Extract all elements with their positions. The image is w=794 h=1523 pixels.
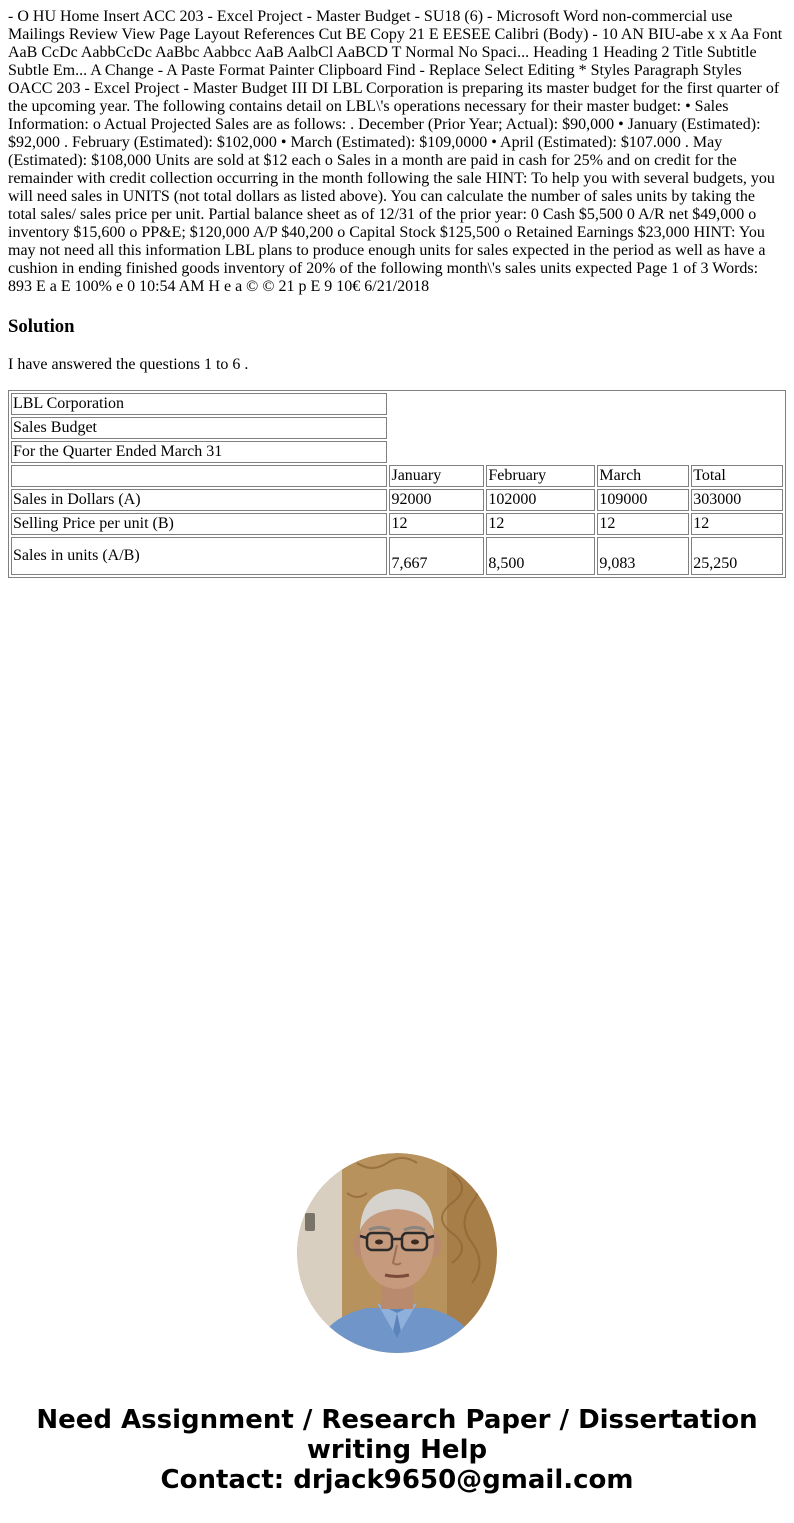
author-photo-icon bbox=[297, 1153, 497, 1353]
table-header-row bbox=[11, 465, 783, 487]
period-cell: For the Quarter Ended March 31 bbox=[11, 441, 387, 463]
table-row bbox=[11, 537, 783, 575]
table-cell: 7,667 bbox=[389, 537, 484, 575]
column-header-total: Total bbox=[691, 465, 783, 487]
table-cell: 303000 bbox=[691, 489, 783, 511]
table-row bbox=[11, 513, 783, 535]
row-label: Sales in Dollars (A) bbox=[11, 489, 387, 511]
table-cell: 109000 bbox=[597, 489, 689, 511]
table-row bbox=[11, 489, 783, 511]
question-text: - O HU Home Insert ACC 203 - Excel Project - Master Budget - SU18 (6) - Microsoft Word non-commercial use Mailings Review View Page Layout References Cut BE Copy 21 E EESEE Calibri (Body) - 10 AN BIU-abe x x Aa Font AaB CcDc AabbCcDc AaBbc Aabbcc AaB AalbCl AaBCD T Normal No Spaci... Heading 1 Heading 2 Title Subtitle Subtle Em... A Change - A Paste Format Painter Clipboard Find - Replace Select Editing * Styles Paragraph Styles OACC 203 - Excel Project - Master Budget III DI LBL Corporation is preparing its master budget for the first quarter of the upcoming year. The following contains detail on LBL\'s operations necessary for their master budget: • Sales Information: o Actual Projected Sales are as follows: . December (Prior Year; Actual): $90,000 • January (Estimated): $92,000 . February (Estimated): $102,000 • March (Estimated): $109,0000 • April (Estimated): $107.000 . May (Estimated): $108,000 Units are sold at $12 each o Sales in a month are paid in cash for 25% and on credit for the remainder with credit collection occurring in the month following the sale HINT: To help you with several budgets, you will need sales in UNITS (not total dollars as listed above). You can calculate the number of sales units by taking the total sales/ sales price per unit. Partial balance sheet as of 12/31 of the prior year: 0 Cash $5,500 0 A/R net $49,000 o inventory $15,600 o PP&E; $120,000 A/P $40,200 o Capital Stock $125,500 o Retained Earnings $23,000 HINT: You may not need all this information LBL plans to produce enough units for sales expected in the period as well as have a cushion in ending finished goods inventory of 20% of the following month\'s sales units expected Page 1 of 3 Words: 893 E a E 100% e 0 10:54 AM H e a © © 21 p E 9 10€ 6/21/2018 bbox=[8, 8, 783, 295]
sales-budget-table bbox=[8, 390, 786, 578]
table-cell: 12 bbox=[389, 513, 484, 535]
table-cell: 92000 bbox=[389, 489, 484, 511]
column-header-march: March bbox=[597, 465, 689, 487]
empty-header-area bbox=[389, 393, 783, 463]
budget-name-cell: Sales Budget bbox=[11, 417, 387, 439]
row-label: Sales in units (A/B) bbox=[11, 537, 387, 575]
table-cell: 12 bbox=[691, 513, 783, 535]
promo-line: writing Help bbox=[306, 1435, 488, 1465]
company-name-cell: LBL Corporation bbox=[11, 393, 387, 415]
table-cell: 102000 bbox=[486, 489, 595, 511]
column-header-january: January bbox=[389, 465, 484, 487]
promo-line: Need Assignment / Research Paper / Dissertation bbox=[36, 1405, 758, 1435]
empty-header-cell bbox=[11, 465, 387, 487]
avatar bbox=[297, 1153, 497, 1353]
table-cell: 12 bbox=[597, 513, 689, 535]
table-cell: 9,083 bbox=[597, 537, 689, 575]
page-content bbox=[8, 8, 786, 578]
contact-line: Contact: drjack9650@gmail.com bbox=[160, 1465, 634, 1495]
table-cell: 25,250 bbox=[691, 537, 783, 575]
table-cell: 8,500 bbox=[486, 537, 595, 575]
promo-text bbox=[0, 1405, 794, 1495]
table-row bbox=[11, 393, 783, 415]
row-label: Selling Price per unit (B) bbox=[11, 513, 387, 535]
answer-intro: I have answered the questions 1 to 6 . bbox=[8, 356, 249, 373]
table-cell: 12 bbox=[486, 513, 595, 535]
solution-heading: Solution bbox=[8, 316, 75, 337]
promo-section bbox=[0, 1153, 794, 1495]
column-header-february: February bbox=[486, 465, 595, 487]
